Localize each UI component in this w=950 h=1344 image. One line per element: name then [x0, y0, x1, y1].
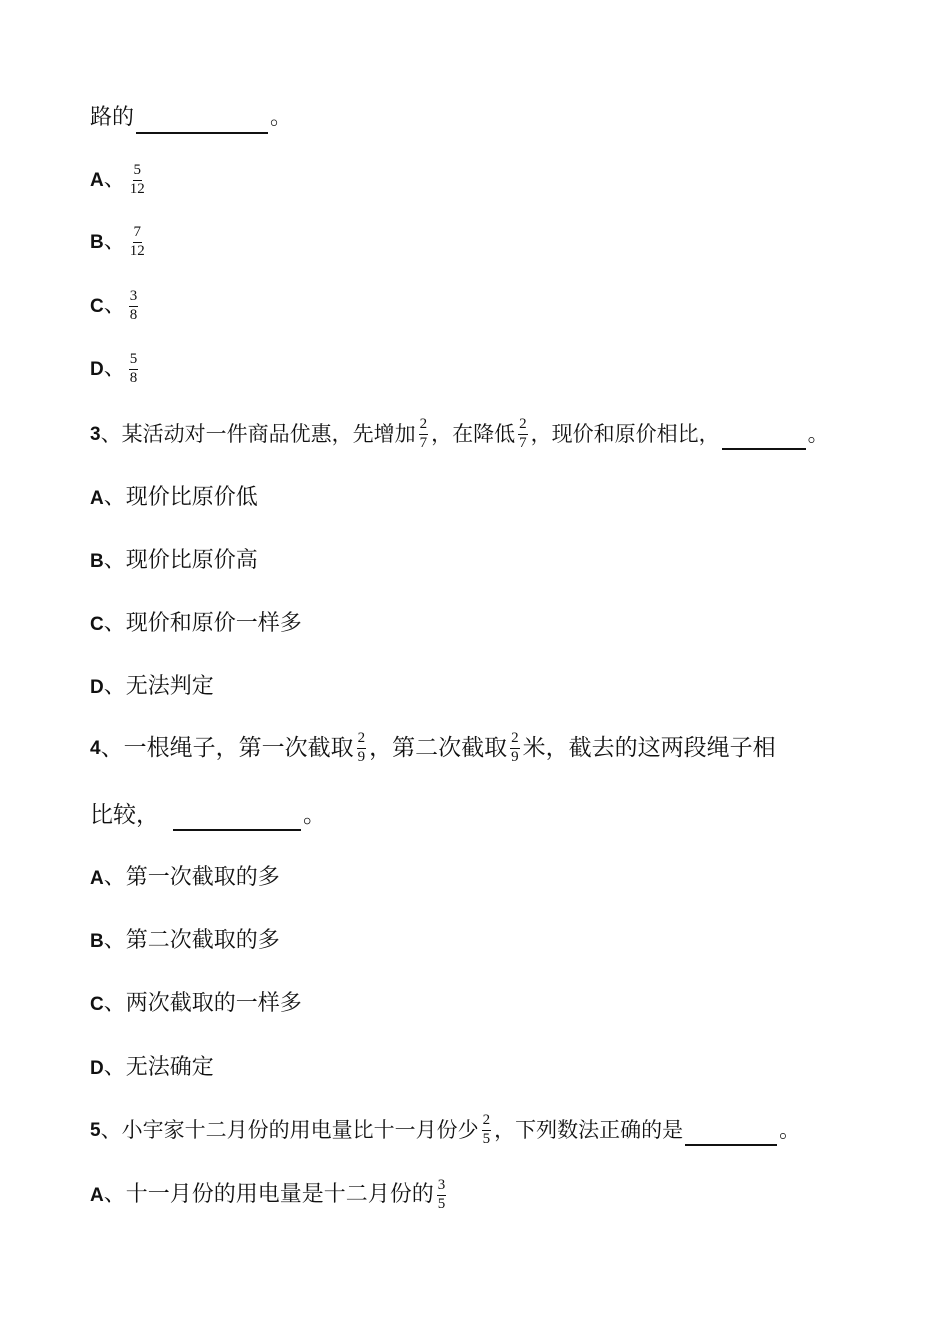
q2-option-b[interactable]: B 、 $\frac{7}{12}$	[90, 223, 145, 259]
q2-tail-text: 路的	[90, 105, 135, 130]
option-label: D	[90, 358, 104, 380]
q5-end: 。	[779, 1117, 801, 1142]
option-text: 、十一月份的用电量是十二月份的	[103, 1182, 434, 1207]
q3-option-b[interactable]	[90, 541, 258, 581]
q5-option-a[interactable]	[90, 1175, 449, 1215]
question-5	[90, 1110, 800, 1150]
fraction: $\frac{3}{5}$	[437, 1176, 446, 1212]
option-text: 、无法判定	[103, 674, 214, 699]
question-number: 5	[90, 1119, 101, 1141]
question-4	[90, 728, 776, 768]
option-label: D	[90, 1057, 104, 1079]
q3-text-2: ，在降低	[431, 421, 516, 446]
q4-text-2: ，第二次截取	[369, 734, 508, 761]
option-text: 、现价和原价一样多	[103, 611, 302, 636]
q2-option-c[interactable]: C 、 $\frac{3}{8}$	[90, 287, 138, 323]
fraction: $\frac{7}{12}$	[129, 223, 145, 259]
q4-option-d[interactable]	[90, 1048, 214, 1088]
fraction: $\frac{5}{12}$	[129, 161, 145, 197]
fraction: $\frac{2}{7}$	[419, 415, 428, 451]
option-label: B	[90, 231, 104, 253]
option-text: 、现价比原价低	[103, 485, 258, 510]
q3-option-d[interactable]	[90, 667, 214, 707]
fraction: $\frac{2}{9}$	[511, 729, 519, 765]
answer-blank[interactable]	[722, 420, 806, 450]
fraction: $\frac{2}{9}$	[357, 729, 366, 765]
q4-option-a[interactable]	[90, 858, 280, 898]
fraction: $\frac{5}{8}$	[129, 350, 138, 386]
q3-option-c[interactable]	[90, 604, 302, 644]
option-text: 、第二次截取的多	[103, 928, 280, 953]
q2-tail-end: 。	[270, 105, 293, 130]
q3-option-a[interactable]	[90, 478, 258, 518]
q2-option-d[interactable]: D 、 $\frac{5}{8}$	[90, 350, 138, 386]
fraction: $\frac{2}{5}$	[482, 1111, 491, 1147]
option-text: 、第一次截取的多	[103, 865, 280, 890]
option-text: 、无法确定	[103, 1055, 214, 1080]
q4-text-4: 比较，	[90, 801, 159, 828]
q5-text-2: ，下列数法正确的是	[494, 1117, 684, 1142]
option-label: D	[90, 676, 104, 698]
answer-blank[interactable]	[136, 104, 268, 134]
q4-text-3: 米，截去的这两段绳子相	[522, 734, 776, 761]
option-label: B	[90, 550, 104, 572]
q3-text-1: 、某活动对一件商品优惠，先增加	[100, 421, 416, 446]
option-label: A	[90, 487, 104, 509]
q4-end: 。	[303, 801, 326, 828]
question-4-line-2	[90, 795, 326, 835]
option-label: C	[90, 613, 104, 635]
q4-option-c[interactable]	[90, 984, 302, 1024]
question-number: 4	[90, 737, 101, 759]
option-label: C	[90, 295, 104, 317]
option-label: A	[90, 1184, 104, 1206]
question-3	[90, 414, 829, 454]
question-number: 3	[90, 423, 101, 445]
q2-option-a[interactable]: A 、 $\frac{5}{12}$	[90, 161, 145, 197]
option-label: B	[90, 930, 104, 952]
option-label: A	[90, 867, 104, 889]
fraction: $\frac{3}{8}$	[129, 287, 138, 323]
fraction: $\frac{2}{7}$	[519, 415, 527, 451]
q5-text-1: 、小宇家十二月份的用电量比十一月份少	[100, 1117, 479, 1142]
q3-text-3: ，现价和原价相比，	[530, 421, 720, 446]
answer-blank[interactable]	[173, 801, 301, 831]
question-2-tail	[90, 98, 292, 138]
option-label: C	[90, 993, 104, 1015]
q4-text-1: 、一根绳子，第一次截取	[100, 734, 354, 761]
option-text: 、两次截取的一样多	[103, 991, 302, 1016]
option-text: 、现价比原价高	[103, 548, 258, 573]
option-label: A	[90, 169, 104, 191]
q3-end: 。	[807, 421, 829, 446]
q4-option-b[interactable]	[90, 921, 280, 961]
answer-blank[interactable]	[685, 1116, 777, 1146]
